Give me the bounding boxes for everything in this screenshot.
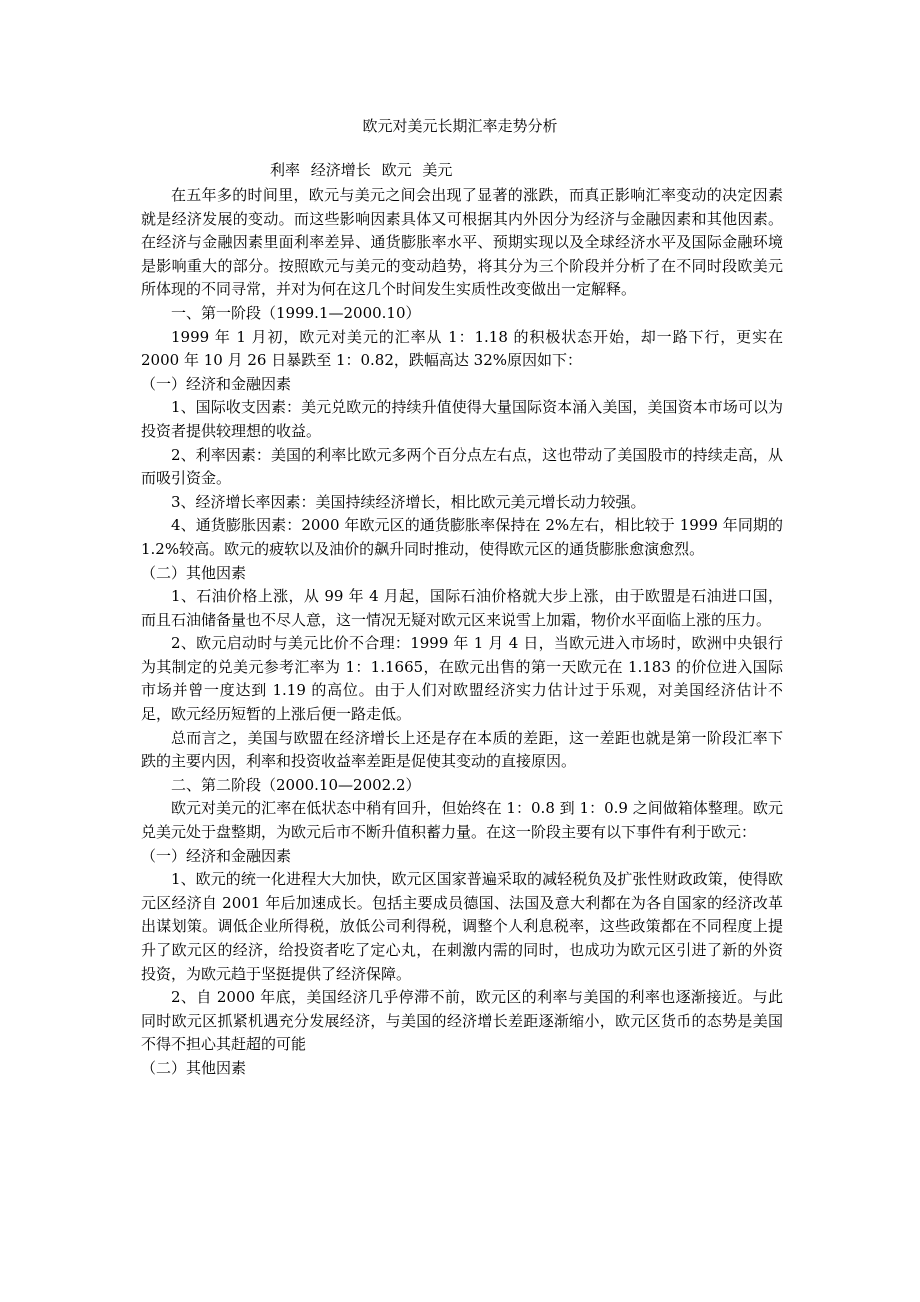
keyword: 利率 [270,161,301,179]
keywords-line [270,160,452,180]
paragraph: 1、欧元的统一化进程大大加快，欧元区国家普遍采取的减轻税负及扩张性财政政策，使得欧元区经济自 2001 年后加速成长。包括主要成员德国、法国及意大利都在为各自国家的经济改革出谋划策。调低企业所得税，放低公司利得税，调整个人利息税率，这些政策都在不同程度上提升了欧元区的经济，给投资者吃了定心丸，在刺激内需的同时，也成功为欧元区引进了新的外资投资，为欧元趋于坚挺提供了经济保障。 [141,870,783,983]
paragraph: 2、欧元启动时与美元比价不合理：1999 年 1 月 4 日，当欧元进入市场时，欧洲中央银行为其制定的兑美元参考汇率为 1：1.1665，在欧元出售的第一天欧元在 1.183 的价位进入国际市场并曾一度达到 1.19 的高位。由于人们对欧盟经济实力估计过于乐观，对美国经济估计不足，欧元经历短暂的上涨后便一路走低。 [141,634,783,724]
keyword: 欧元 [381,161,412,179]
section-subheading: （二）其他因素 [141,563,247,582]
paragraph: 2、自 2000 年底，美国经济几乎停滞不前，欧元区的利率与美国的利率也逐渐接近。与此同时欧元区抓紧机遇充分发展经济，与美国的经济增长差距逐渐缩小，欧元区货币的态势是美国不得不担心其赶超的可能 [141,988,783,1054]
document-body [141,184,783,1081]
keyword: 美元 [422,161,453,179]
paragraph: 2、利率因素：美国的利率比欧元多两个百分点左右点，这也带动了美国股市的持续走高，从而吸引资金。 [141,445,783,488]
paragraph: 1999 年 1 月初，欧元对美元的汇率从 1：1.18 的积极状态开始，却一路下行，更实在 2000 年 10 月 26 日暴跌至 1：0.82，跌幅高达 32%原因如下： [141,327,783,370]
paragraph: 欧元对美元的汇率在低状态中稍有回升，但始终在 1：0.8 到 1：0.9 之间做箱体整理。欧元兑美元处于盘整期，为欧元后市不断升值积蓄力量。在这一阶段主要有以下事件有利于欧元： [141,799,783,842]
document-title: 欧元对美元长期汇率走势分析 [362,117,558,135]
paragraph: 1、国际收支因素：美元兑欧元的持续升值使得大量国际资本涌入美国，美国资本市场可以为投资者提供较理想的收益。 [141,398,783,440]
paragraph: 4、通货膨胀因素：2000 年欧元区的通货膨胀率保持在 2%左右，相比较于 1999 年同期的 1.2%较高。欧元的疲软以及油价的飙升同时推动，使得欧元区的通货膨胀愈演愈烈。 [141,516,783,558]
paragraph: 二、第二阶段（2000.10—2002.2） [171,775,421,794]
paragraph: 一、第一阶段（1999.1—2000.10） [171,303,421,322]
section-subheading: （二）其他因素 [141,1058,247,1077]
keyword: 经济增长 [310,161,371,179]
paragraph: 3、经济增长率因素：美国持续经济增长，相比欧元美元增长动力较强。 [171,492,646,511]
section-subheading: （一）经济和金融因素 [141,846,292,865]
paragraph: 在五年多的时间里，欧元与美元之间会出现了显著的涨跌，而真正影响汇率变动的决定因素就是经济发展的变动。而这些影响因素具体又可根据其内外因分为经济与金融因素和其他因素。在经济与金融因素里面利率差异、通货膨胀率水平、预期实现以及全球经济水平及国际金融环境是影响重大的部分。按照欧元与美元的变动趋势，将其分为三个阶段并分析了在不同时段欧美元所体现的不同寻常，并对为何在这几个时间发生实质性改变做出一定解释。 [141,186,783,299]
section-subheading: （一）经济和金融因素 [141,374,292,393]
paragraph: 总而言之，美国与欧盟在经济增长上还是存在本质的差距，这一差距也就是第一阶段汇率下跌的主要内因，利率和投资收益率差距是促使其变动的直接原因。 [141,728,783,771]
paragraph: 1、石油价格上涨，从 99 年 4 月起，国际石油价格就大步上涨，由于欧盟是石油进口国，而且石油储备量也不尽人意，这一情况无疑对欧元区来说雪上加霜，物价水平面临上涨的压力。 [141,587,783,629]
